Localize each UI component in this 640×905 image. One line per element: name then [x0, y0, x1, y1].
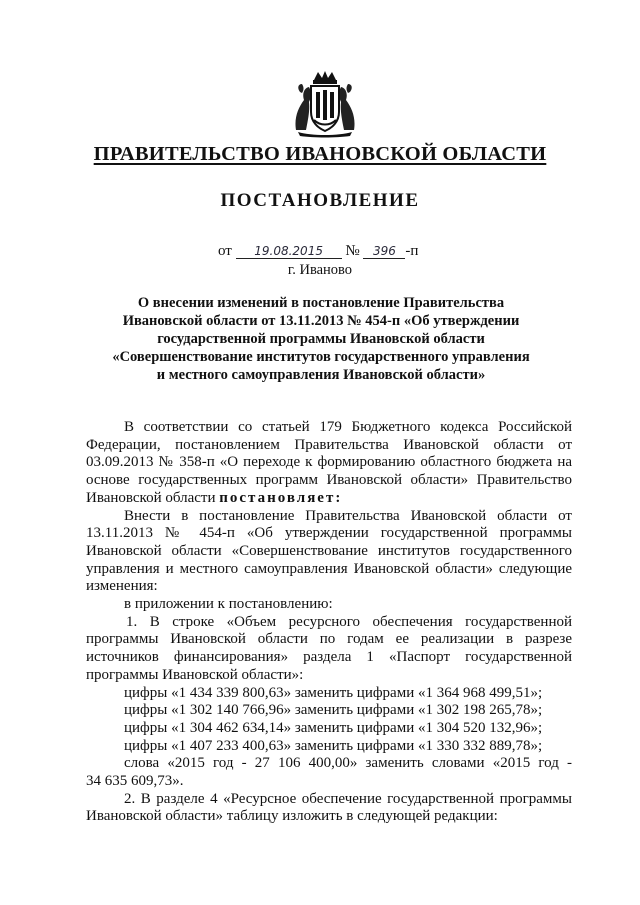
date-prefix: от — [218, 243, 232, 259]
heading-line: государственной программы Ивановской области — [157, 331, 485, 347]
document-type: ПОСТАНОВЛЕНИЕ — [220, 190, 420, 211]
preamble-text: В соответствии со статьей 179 Бюджетного кодекса Российской Федерации, постановлением Правительства Ивановской области от 03.09.2013 № 358-п «О переходе к формированию областного бюджета на основе государственных программ Ивановской области» Правительство Ивановской области — [86, 419, 572, 506]
heading-line: «Совершенствование институтов государственного управления — [112, 349, 530, 365]
replacement-line: цифры «1 407 233 400,63» заменить цифрами «1 330 332 889,78»; — [124, 737, 543, 754]
number-sign: № — [345, 243, 360, 259]
heading-line: О внесении изменений в постановление Правительства — [137, 295, 505, 311]
item-2-paragraph: 2. В разделе 4 «Ресурсное обеспечение государственной программы Ивановской области» таблицу изложить в следующей редакции: — [86, 790, 572, 825]
heading-line: и местного самоуправления Ивановской области» — [156, 367, 486, 383]
replacement-line: цифры «1 304 462 634,14» заменить цифрами «1 304 520 132,96»; — [124, 719, 543, 736]
replacement-line: цифры «1 302 140 766,96» заменить цифрами «1 302 198 265,78»; — [124, 702, 543, 719]
amendment-paragraph: Внести в постановление Правительства Ивановской области от 13.11.2013 № 454-п «Об утверждении государственной программы Ивановской области «Совершенствование институтов государственного управления и местного самоуправления Ивановской области» следующие изменения: — [86, 507, 572, 595]
replacement-line: цифры «1 434 339 800,63» заменить цифрами «1 364 968 499,51»; — [124, 684, 543, 701]
decree-date: 19.08.2015 — [236, 244, 342, 259]
coat-of-arms-icon — [292, 70, 358, 138]
heading-line: Ивановской области от 13.11.2013 № 454-п «Об утверждении — [122, 313, 520, 329]
appendix-line: в приложении к постановлению: — [124, 596, 333, 613]
words-replacement-line: слова «2015 год - 27 106 400,00» заменить словами «2015 год - — [124, 755, 572, 772]
city: г. Иваново — [287, 262, 353, 278]
decree-heading — [80, 294, 562, 384]
date-number-line — [218, 243, 418, 260]
number-suffix: -п — [405, 243, 419, 259]
item-1-paragraph: 1. В строке «Объем ресурсного обеспечения государственной программы Ивановской области по годам ее реализации в разрезе источников финансирования» раздела 1 «Паспорт государственной программы Ивановской области»: — [86, 613, 572, 683]
preamble-paragraph — [86, 419, 572, 508]
government-title: ПРАВИТЕЛЬСТВО ИВАНОВСКОЙ ОБЛАСТИ — [93, 143, 547, 165]
words-replacement-continuation: 34 635 609,73». — [86, 773, 184, 790]
decree-keyword: постановляет: — [219, 489, 343, 506]
decree-body — [86, 419, 572, 826]
decree-number: 396 — [363, 244, 405, 259]
